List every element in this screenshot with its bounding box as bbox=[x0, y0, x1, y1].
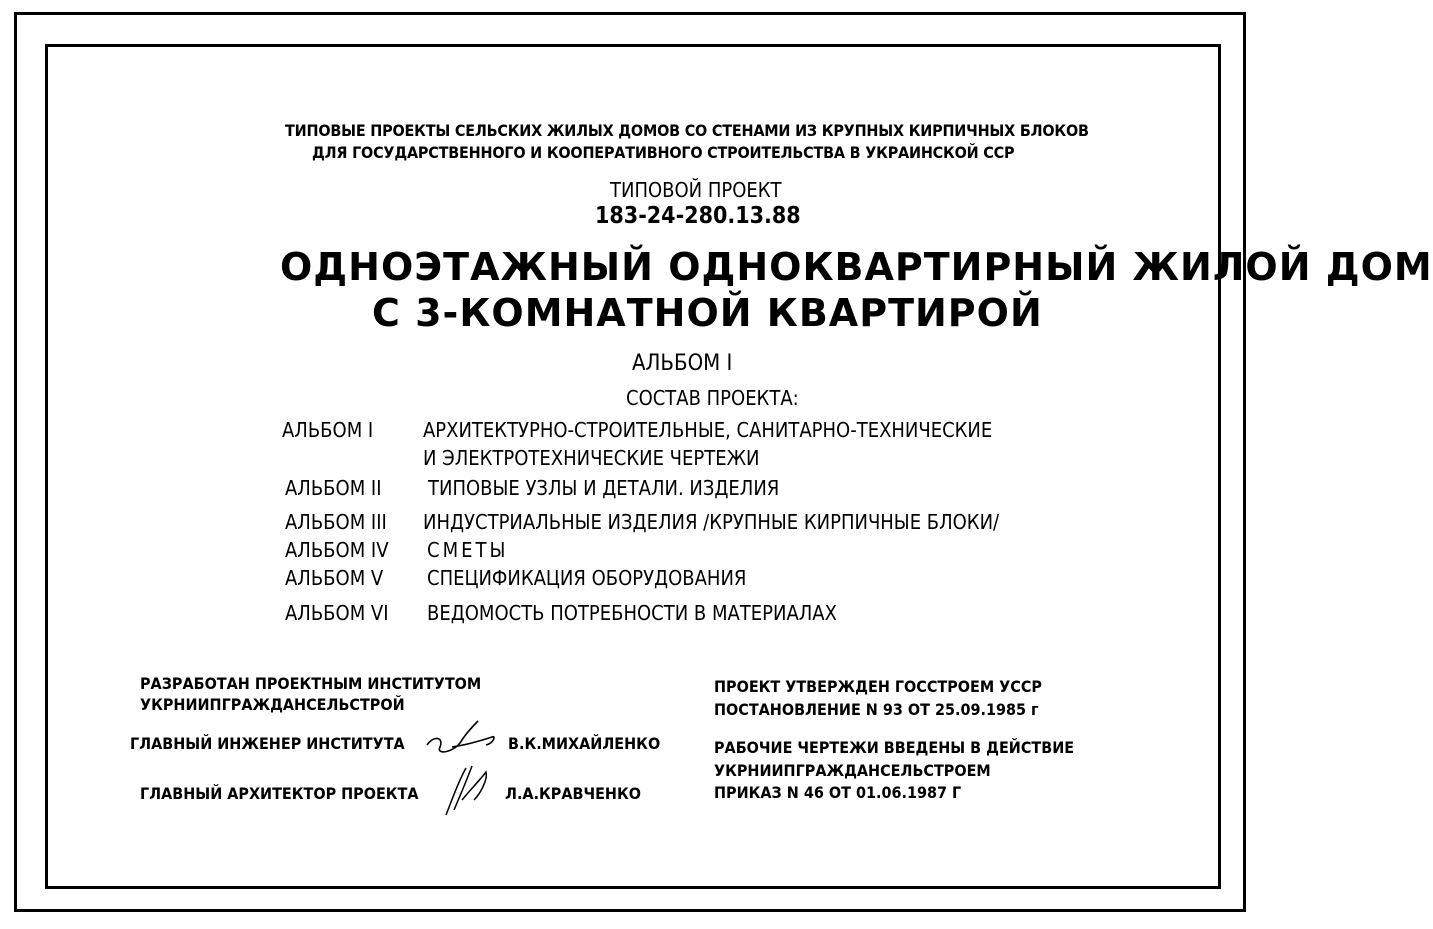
chief-engineer-label: ГЛАВНЫЙ ИНЖЕНЕР ИНСТИТУТА bbox=[130, 734, 405, 753]
composition-heading: СОСТАВ ПРОЕКТА: bbox=[626, 386, 799, 410]
enacted-line-1: РАБОЧИЕ ЧЕРТЕЖИ ВВЕДЕНЫ В ДЕЙСТВИЕ bbox=[714, 738, 1075, 757]
series-line-2: ДЛЯ ГОСУДАРСТВЕННОГО И КООПЕРАТИВНОГО СТРОИТЕЛЬСТВА В УКРАИНСКОЙ ССР bbox=[312, 143, 1015, 162]
title-line-2: С 3-КОМНАТНОЙ КВАРТИРОЙ bbox=[372, 291, 1043, 335]
chief-engineer-name: В.К.МИХАЙЛЕНКО bbox=[508, 734, 661, 753]
enacted-line-3: ПРИКАЗ N 46 ОТ 01.06.1987 Г bbox=[714, 783, 962, 802]
album-key-6: АЛЬБОМ VI bbox=[285, 601, 389, 625]
album-key-2: АЛЬБОМ II bbox=[285, 476, 382, 500]
album-value-1b: И ЭЛЕКТРОТЕХНИЧЕСКИЕ ЧЕРТЕЖИ bbox=[423, 446, 760, 470]
enacted-line-2: УКРНИИПГРАЖДАНСЕЛЬСТРОЕМ bbox=[714, 761, 991, 780]
project-code: 183-24-280.13.88 bbox=[595, 203, 801, 229]
title-line-1: ОДНОЭТАЖНЫЙ ОДНОКВАРТИРНЫЙ ЖИЛОЙ ДОМ bbox=[280, 245, 1433, 289]
chief-architect-signature bbox=[436, 760, 496, 822]
album-value-2: ТИПОВЫЕ УЗЛЫ И ДЕТАЛИ. ИЗДЕЛИЯ bbox=[428, 476, 780, 500]
album-value-1: АРХИТЕКТУРНО-СТРОИТЕЛЬНЫЕ, САНИТАРНО-ТЕХНИЧЕСКИЕ bbox=[423, 418, 993, 442]
album-value-3: ИНДУСТРИАЛЬНЫЕ ИЗДЕЛИЯ /КРУПНЫЕ КИРПИЧНЫЕ БЛОКИ/ bbox=[423, 510, 1000, 534]
album-value-5: СПЕЦИФИКАЦИЯ ОБОРУДОВАНИЯ bbox=[427, 566, 747, 590]
chief-architect-name: Л.А.КРАВЧЕНКО bbox=[505, 784, 641, 803]
developed-by-line-1: РАЗРАБОТАН ПРОЕКТНЫМ ИНСТИТУТОМ bbox=[140, 674, 482, 693]
album-value-4: СМЕТЫ bbox=[427, 538, 509, 562]
approved-line-2: ПОСТАНОВЛЕНИЕ N 93 ОТ 25.09.1985 г bbox=[714, 700, 1039, 719]
chief-engineer-signature bbox=[422, 715, 502, 760]
album-key-4: АЛЬБОМ IV bbox=[285, 538, 389, 562]
album-key-3: АЛЬБОМ III bbox=[285, 510, 387, 534]
album-key-1: АЛЬБОМ I bbox=[282, 418, 374, 442]
project-label: ТИПОВОЙ ПРОЕКТ bbox=[610, 178, 782, 202]
chief-architect-label: ГЛАВНЫЙ АРХИТЕКТОР ПРОЕКТА bbox=[140, 784, 419, 803]
album-key-5: АЛЬБОМ V bbox=[285, 566, 384, 590]
album-value-6: ВЕДОМОСТЬ ПОТРЕБНОСТИ В МАТЕРИАЛАХ bbox=[427, 601, 837, 625]
developed-by-line-2: УКРНИИПГРАЖДАНСЕЛЬСТРОЙ bbox=[140, 695, 405, 714]
album-number: АЛЬБОМ I bbox=[632, 351, 733, 376]
series-line-1: ТИПОВЫЕ ПРОЕКТЫ СЕЛЬСКИХ ЖИЛЫХ ДОМОВ СО СТЕНАМИ ИЗ КРУПНЫХ КИРПИЧНЫХ БЛОКОВ bbox=[285, 121, 1089, 140]
approved-line-1: ПРОЕКТ УТВЕРЖДЕН ГОССТРОЕМ УССР bbox=[714, 677, 1042, 696]
